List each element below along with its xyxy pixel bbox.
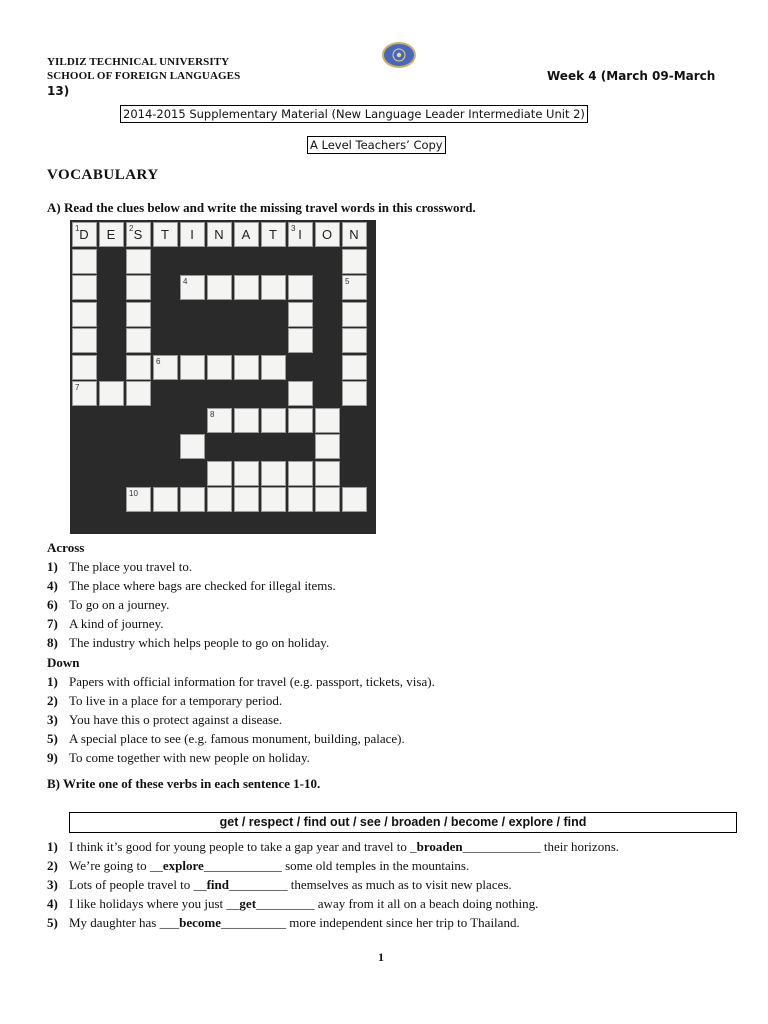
blank-trail: ____________ <box>462 839 541 854</box>
material-title <box>120 105 588 123</box>
crossword-cell[interactable] <box>315 434 340 459</box>
crossword-clue-number: 10 <box>129 489 138 498</box>
crossword-cell[interactable] <box>288 302 313 327</box>
crossword-cell[interactable] <box>234 222 259 247</box>
sentence-item <box>47 856 747 875</box>
clue-item <box>47 748 435 767</box>
sentence-item <box>47 894 747 913</box>
crossword-cell[interactable] <box>315 487 340 512</box>
crossword-cell[interactable] <box>288 328 313 353</box>
crossword-cell[interactable] <box>126 328 151 353</box>
crossword-cell[interactable] <box>342 302 367 327</box>
crossword-cell[interactable] <box>180 487 205 512</box>
crossword-cell[interactable] <box>126 302 151 327</box>
crossword-cell[interactable] <box>207 461 232 486</box>
crossword-cell[interactable] <box>342 381 367 406</box>
clue-item <box>47 710 435 729</box>
crossword-cell[interactable] <box>261 461 286 486</box>
crossword-cell[interactable] <box>180 434 205 459</box>
clue-number: 4) <box>47 578 58 593</box>
clue-number: 2) <box>47 693 58 708</box>
crossword-letter: I <box>298 227 303 242</box>
crossword-cell[interactable] <box>234 487 259 512</box>
crossword-cell[interactable] <box>207 222 232 247</box>
crossword-cell[interactable] <box>72 249 97 274</box>
across-label: Across <box>47 540 85 555</box>
blank-lead: ___ <box>159 915 180 930</box>
crossword-letter: A <box>241 227 252 242</box>
crossword-cell[interactable] <box>234 355 259 380</box>
blank-lead: _ <box>410 839 417 854</box>
sentence-number: 4) <box>47 896 58 911</box>
blank-trail: __________ <box>221 915 286 930</box>
crossword-cell[interactable] <box>153 355 178 380</box>
clue-text: To come together with new people on holiday. <box>69 750 310 765</box>
part-a-title: A) Read the clues below and write the missing travel words in this crossword. <box>47 200 476 215</box>
crossword-cell[interactable] <box>72 275 97 300</box>
down-clues <box>47 672 435 767</box>
crossword-cell[interactable] <box>342 355 367 380</box>
sentence-list <box>47 837 747 932</box>
page-number: 1 <box>378 950 384 964</box>
clue-item <box>47 633 336 652</box>
crossword-letter: D <box>79 227 90 242</box>
crossword-cell[interactable] <box>342 275 367 300</box>
crossword-cell[interactable] <box>180 355 205 380</box>
crossword-cell[interactable] <box>72 381 97 406</box>
crossword-cell[interactable] <box>72 328 97 353</box>
crossword-cell[interactable] <box>288 381 313 406</box>
crossword-cell[interactable] <box>288 487 313 512</box>
crossword-cell[interactable] <box>234 408 259 433</box>
crossword-cell[interactable] <box>234 461 259 486</box>
school-name: SCHOOL OF FOREIGN LANGUAGES <box>47 70 241 82</box>
crossword-cell[interactable] <box>234 275 259 300</box>
clue-text: The place you travel to. <box>69 559 193 574</box>
crossword-cell[interactable] <box>72 355 97 380</box>
material-title-text: 2014-2015 Supplementary Material (New Language Leader Intermediate Unit 2) <box>123 107 585 121</box>
crossword-cell[interactable] <box>207 487 232 512</box>
clue-item <box>47 595 336 614</box>
clue-number: 5) <box>47 731 58 746</box>
crossword-clue-number: 8 <box>210 409 215 419</box>
crossword-cell[interactable] <box>261 487 286 512</box>
clue-number: 6) <box>47 597 58 612</box>
crossword-cell[interactable] <box>126 222 151 247</box>
answer-text: find <box>206 877 229 892</box>
crossword-letter: T <box>161 227 170 242</box>
sentence-item <box>47 875 747 894</box>
sentence-item <box>47 837 747 856</box>
crossword-letter: O <box>321 227 334 242</box>
crossword-letter: N <box>349 227 360 242</box>
crossword-letter: E <box>106 227 117 242</box>
crossword-cell[interactable] <box>315 222 340 247</box>
crossword-cell[interactable] <box>126 355 151 380</box>
university-name: YILDIZ TECHNICAL UNIVERSITY <box>47 56 230 68</box>
sentence-before: Lots of people travel to <box>69 877 194 892</box>
sentence-number: 2) <box>47 858 58 873</box>
sentence-after: away from it all on a beach doing nothing. <box>314 896 539 911</box>
sentence-number: 1) <box>47 839 58 854</box>
crossword-cell[interactable] <box>207 408 232 433</box>
sentence-before: My daughter has <box>69 915 160 930</box>
blank-lead: __ <box>226 896 240 911</box>
blank-lead: __ <box>193 877 207 892</box>
crossword-cell[interactable] <box>261 275 286 300</box>
crossword-letter: I <box>190 227 195 242</box>
crossword-cell[interactable] <box>126 487 151 512</box>
university-seal-icon <box>382 42 416 68</box>
week-label: Week 4 (March 09-March <box>547 69 716 83</box>
crossword-cell[interactable] <box>288 461 313 486</box>
clue-text: A kind of journey. <box>69 616 164 631</box>
sentence-before: We’re going to <box>69 858 150 873</box>
clue-text: The industry which helps people to go on holiday. <box>69 635 330 650</box>
crossword-cell[interactable] <box>342 222 367 247</box>
crossword-clue-number: 1 <box>75 224 80 233</box>
clue-number: 9) <box>47 750 58 765</box>
clue-number: 3) <box>47 712 58 727</box>
crossword-cell[interactable] <box>72 222 97 247</box>
crossword-letter: N <box>214 227 225 242</box>
clue-number: 1) <box>47 674 58 689</box>
crossword-cell[interactable] <box>288 275 313 300</box>
clue-text: Papers with official information for travel (e.g. passport, tickets, visa). <box>69 674 435 689</box>
clue-number: 8) <box>47 635 58 650</box>
crossword-cell[interactable] <box>126 275 151 300</box>
part-b-title: B) Write one of these verbs in each sentence 1-10. <box>47 776 321 791</box>
crossword-cell[interactable] <box>180 275 205 300</box>
crossword-cell[interactable] <box>153 222 178 247</box>
crossword-cell[interactable] <box>126 381 151 406</box>
crossword-cell[interactable] <box>261 355 286 380</box>
crossword-cell[interactable] <box>126 249 151 274</box>
blank-trail: ____________ <box>203 858 282 873</box>
across-clues <box>47 557 336 652</box>
crossword-cell[interactable] <box>288 222 313 247</box>
crossword-cell[interactable] <box>288 408 313 433</box>
clue-number: 7) <box>47 616 58 631</box>
sentence-number: 3) <box>47 877 58 892</box>
clue-text: You have this o protect against a disease. <box>69 712 283 727</box>
verb-bank-text: get / respect / find out / see / broaden / become / explore / find <box>219 815 587 829</box>
crossword-cell[interactable] <box>342 249 367 274</box>
blank-trail: _________ <box>256 896 315 911</box>
crossword-cell[interactable] <box>342 487 367 512</box>
sentence-after: their horizons. <box>540 839 619 854</box>
blank-trail: _________ <box>228 877 288 892</box>
crossword-cell[interactable] <box>72 302 97 327</box>
crossword-cell[interactable] <box>342 328 367 353</box>
crossword-cell[interactable] <box>180 222 205 247</box>
crossword-clue-number: 5 <box>345 277 350 286</box>
sentence-after: themselves as much as to visit new places. <box>287 877 512 892</box>
answer-text: broaden <box>416 839 463 854</box>
crossword-clue-number: 2 <box>129 224 134 233</box>
clue-item <box>47 691 435 710</box>
crossword-clue-number: 4 <box>183 277 188 286</box>
clue-item <box>47 576 336 595</box>
crossword-cell[interactable] <box>99 381 124 406</box>
sentence-item <box>47 913 747 932</box>
clue-item <box>47 729 435 748</box>
crossword-cell[interactable] <box>153 487 178 512</box>
clue-text: A special place to see (e.g. famous monument, building, palace). <box>69 731 405 746</box>
sentence-number: 5) <box>47 915 58 930</box>
clue-item <box>47 557 336 576</box>
clue-item <box>47 672 435 691</box>
answer-text: get <box>239 896 257 911</box>
crossword-letter: S <box>133 227 144 242</box>
crossword-cell[interactable] <box>261 222 286 247</box>
crossword-cell[interactable] <box>315 461 340 486</box>
crossword-cell[interactable] <box>207 355 232 380</box>
answer-text: become <box>179 915 221 930</box>
sentence-before: I think it’s good for young people to take a gap year and travel to <box>69 839 411 854</box>
sentence-after: more independent since her trip to Thailand. <box>286 915 520 930</box>
clue-number: 1) <box>47 559 58 574</box>
crossword-cell[interactable] <box>315 408 340 433</box>
crossword-cell[interactable] <box>261 408 286 433</box>
sentence-before: I like holidays where you just <box>69 896 227 911</box>
clue-text: The place where bags are checked for illegal items. <box>69 578 336 593</box>
copy-label-text: A Level Teachers’ Copy <box>310 138 443 152</box>
crossword-cell[interactable] <box>99 222 124 247</box>
verb-bank <box>69 812 737 833</box>
answer-text: explore <box>162 858 204 873</box>
crossword-clue-number: 7 <box>75 383 80 392</box>
clue-text: To live in a place for a temporary period. <box>69 693 283 708</box>
crossword-grid <box>70 220 376 534</box>
clue-item <box>47 614 336 633</box>
crossword-cell[interactable] <box>207 275 232 300</box>
blank-lead: __ <box>149 858 163 873</box>
clue-text: To go on a journey. <box>69 597 170 612</box>
section-title: VOCABULARY <box>47 167 159 183</box>
crossword-clue-number: 3 <box>291 224 296 233</box>
crossword-clue-number: 6 <box>156 356 161 366</box>
crossword-letter: T <box>269 227 278 242</box>
sentence-after: some old temples in the mountains. <box>281 858 470 873</box>
week-continued: 13) <box>47 84 70 98</box>
down-label: Down <box>47 655 80 670</box>
copy-label <box>307 136 446 154</box>
